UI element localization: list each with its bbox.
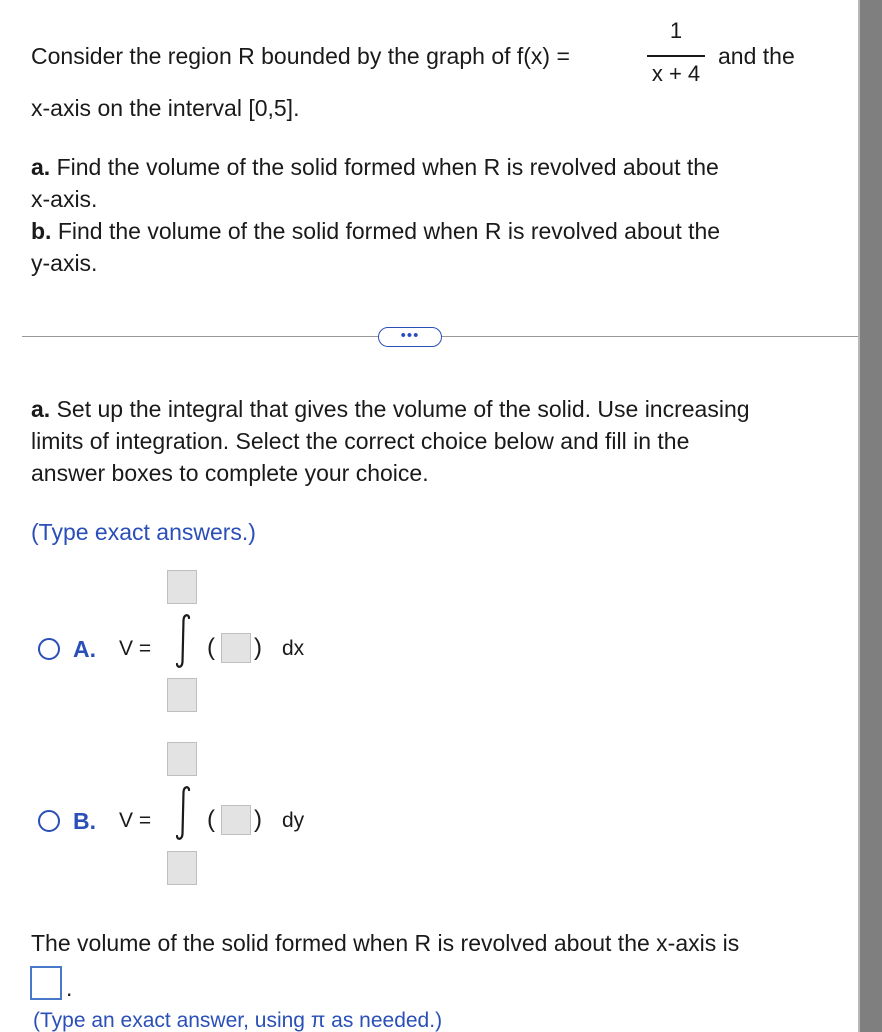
choice-a-lower-limit-input[interactable]	[167, 678, 197, 712]
exact-answers-hint: (Type exact answers.)	[31, 519, 256, 545]
close-paren-b: )	[254, 806, 262, 833]
part-b-label: b.	[31, 218, 52, 244]
part-a-line-2: x-axis.	[31, 186, 98, 212]
choice-a-radio[interactable]	[38, 638, 60, 660]
choice-b-differential: dy	[282, 809, 305, 832]
instructions-line-1	[31, 393, 750, 425]
instructions-text-1: Set up the integral that gives the volume of the solid. Use increasing	[56, 396, 750, 422]
choice-b-lower-limit-input[interactable]	[167, 851, 197, 885]
choice-a-integrand-input[interactable]	[221, 633, 251, 663]
part-b-line-2: y-axis.	[31, 250, 98, 276]
choice-a-letter: A.	[73, 636, 96, 662]
fraction-denominator: x + 4	[651, 61, 701, 86]
more-options-button[interactable]: •••	[378, 327, 442, 347]
choice-a-lhs: V =	[119, 637, 152, 660]
question-prefix: Consider the region R bounded by the graph of f(x) =	[31, 43, 570, 69]
part-a-text: Find the volume of the solid formed when R is revolved about the	[56, 154, 719, 180]
result-text: The volume of the solid formed when R is revolved about the x-axis is	[31, 930, 740, 956]
integral-sign-a	[172, 612, 194, 670]
pi-answer-hint: (Type an exact answer, using π as needed.)	[33, 1009, 443, 1032]
function-fraction	[645, 18, 707, 90]
choice-b-integrand-input[interactable]	[221, 805, 251, 835]
part-b-line-1	[31, 215, 720, 247]
scrollbar[interactable]	[858, 0, 882, 1032]
choice-b-letter: B.	[73, 808, 96, 834]
fraction-numerator: 1	[669, 18, 683, 43]
instructions-part-label: a.	[31, 396, 51, 422]
instructions-line-3: answer boxes to complete your choice.	[31, 460, 429, 486]
question-suffix: and the	[718, 43, 795, 69]
fraction-bar	[647, 55, 705, 57]
choice-b-radio[interactable]	[38, 810, 60, 832]
choice-b-lhs: V =	[119, 809, 152, 832]
part-a-line-1	[31, 151, 719, 183]
open-paren-b: (	[207, 806, 215, 833]
integral-sign-b	[172, 784, 194, 842]
choice-a-upper-limit-input[interactable]	[167, 570, 197, 604]
instructions-line-2: limits of integration. Select the correct choice below and fill in the	[31, 428, 690, 454]
part-a-label: a.	[31, 154, 51, 180]
result-period: .	[66, 975, 73, 1001]
section-divider	[22, 336, 880, 337]
choice-a-differential: dx	[282, 637, 305, 660]
open-paren-a: (	[207, 634, 215, 661]
question-line-2: x-axis on the interval [0,5].	[31, 95, 300, 121]
choice-b-upper-limit-input[interactable]	[167, 742, 197, 776]
volume-answer-input[interactable]	[30, 966, 62, 1000]
part-b-text: Find the volume of the solid formed when R is revolved about the	[57, 218, 721, 244]
question-line-1	[31, 40, 570, 72]
close-paren-a: )	[254, 634, 262, 661]
